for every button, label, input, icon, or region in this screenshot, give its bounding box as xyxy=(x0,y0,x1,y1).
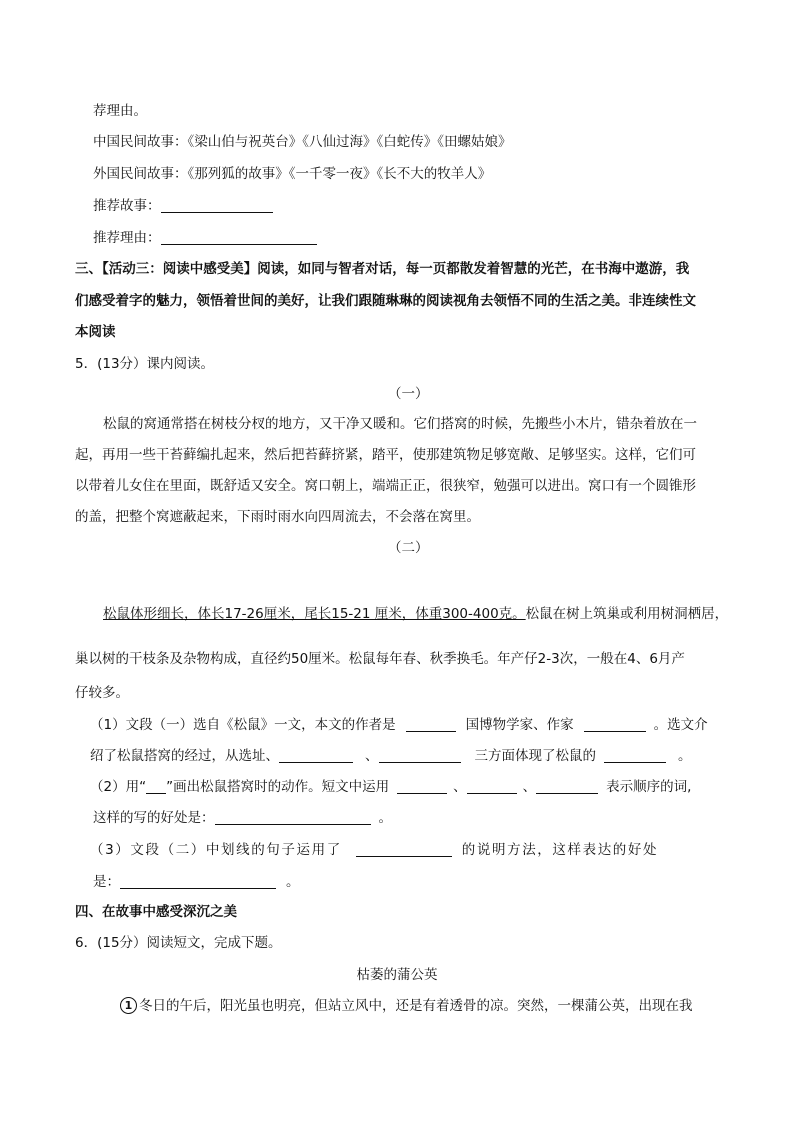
section3-line2: 们感受着字的魅力，领悟着世间的美好，让我们跟随琳琳的阅读视角去领悟不同的生活之美。非连续性文 xyxy=(75,293,696,309)
q5-sub3-row2 xyxy=(93,872,300,892)
q5-header: 5．(13分）课内阅读。 xyxy=(75,356,215,372)
sub1-text-e: 、 xyxy=(365,748,379,764)
underline-mark-blank[interactable] xyxy=(146,779,166,794)
section4-heading: 四、在故事中感受深沉之美 xyxy=(75,904,237,920)
sub1-text-b: 国博物学家、作家 xyxy=(465,717,574,733)
q6-header: 6．(15分）阅读短文，完成下题。 xyxy=(75,935,282,951)
q5-part2-line3: 仔较多。 xyxy=(75,685,129,701)
sub1-text-d: 绍了松鼠搭窝的经过，从选址、 xyxy=(90,748,279,764)
sub2-text-a: （2）用“ xyxy=(90,779,147,795)
author-blank[interactable] xyxy=(406,717,456,732)
order-word-blank-1[interactable] xyxy=(397,779,447,794)
section3-line3: 本阅读 xyxy=(75,324,116,340)
part2-rest: 松鼠在树上筑巢或利用树洞栖居， xyxy=(525,606,729,622)
q5-part2-title: （二） xyxy=(388,540,429,556)
aspect-blank-2[interactable] xyxy=(379,748,461,763)
foreign-folk-stories: 外国民间故事：《那列狐的故事》《一千零一夜》《长不大的牧羊人》 xyxy=(93,166,492,182)
q6-para1-text: 冬日的午后，阳光虽也明亮，但站立风中，还是有着透骨的凉。突然，一棵蒲公英，出现在我 xyxy=(139,998,693,1014)
sub2-text-e: 表示顺序的词, xyxy=(606,779,692,795)
sub2-text-g: 。 xyxy=(378,810,392,826)
recommend-story-row xyxy=(93,196,273,216)
order-word-blank-3[interactable] xyxy=(536,779,598,794)
order-word-blank-2[interactable] xyxy=(467,779,517,794)
method-blank[interactable] xyxy=(356,842,452,857)
q5-part1-line: 以带着儿女住在里面，既舒适又安全。窝口朝上，端端正正，很狭窄，勉强可以进出。窝口有一个圆锥形 xyxy=(75,478,696,494)
sub1-text-f: 三方面体现了松鼠的 xyxy=(474,748,596,764)
q5-part1-title: （一） xyxy=(388,386,429,402)
sub2-text-c: 、 xyxy=(453,779,467,795)
q5-part1-line: 的盖，把整个窝遮蔽起来，下雨时雨水向四周流去，不会落在窝里。 xyxy=(75,509,480,525)
q6-para1 xyxy=(120,996,693,1016)
q5-sub2-row2 xyxy=(93,808,392,828)
q5-part2-line2: 巢以树的干枝条及杂物构成，直径约50厘米。松鼠每年春、秋季换毛。年产仔2-3次，一般在4、6月产 xyxy=(75,651,685,667)
effect-blank[interactable] xyxy=(120,874,276,889)
circled-number-1: 1 xyxy=(120,997,137,1014)
q5-part1-line: 松鼠的窝通常搭在树枝分杈的地方，又干净又暖和。它们搭窝的时候，先搬些小木片，错杂着放在一 xyxy=(103,416,697,432)
q5-sub1-row2 xyxy=(90,746,692,766)
aspect-blank-1[interactable] xyxy=(279,748,353,763)
q5-sub1-row1 xyxy=(90,715,708,735)
recommend-reason-blank[interactable] xyxy=(161,230,317,245)
sub2-text-b: ”画出松鼠搭窝时的动作。短文中运用 xyxy=(166,779,390,795)
q5-part1-line: 起，再用一些干苔藓编扎起来，然后把苔藓挤紧，踏平，使那建筑物足够宽敞、足够坚实。这样，它们可 xyxy=(75,447,696,463)
sub2-text-d: 、 xyxy=(522,779,537,795)
q5-sub2-row1 xyxy=(90,777,691,797)
section3-line1: 三、【活动三：阅读中感受美】阅读，如同与智者对话，每一页都散发着智慧的光芒，在书海中遨游，我 xyxy=(75,261,690,277)
sub1-text-g: 。 xyxy=(678,748,692,764)
q5-sub3-row1 xyxy=(90,840,658,860)
underlined-sentence: 松鼠体形细长，体长17-26厘米，尾长15-21 厘米，体重300-400克。 xyxy=(103,606,526,622)
sub2-text-f: 这样的写的好处是： xyxy=(93,810,215,826)
sub1-text-a: （1）文段（一）选自《松鼠》一文，本文的作者是 xyxy=(90,717,396,733)
sub1-text-c: 。选文介 xyxy=(653,717,708,733)
benefit-blank[interactable] xyxy=(215,810,371,825)
recommend-story-label: 推荐故事： xyxy=(93,198,161,214)
author-name-blank[interactable] xyxy=(584,717,646,732)
q5-part2-line1 xyxy=(103,604,728,624)
recommend-reason-tail: 荐理由。 xyxy=(93,103,147,119)
recommend-reason-label: 推荐理由： xyxy=(93,230,161,246)
recommend-story-blank[interactable] xyxy=(161,198,273,213)
chinese-folk-stories: 中国民间故事：《梁山伯与祝英台》《八仙过海》《白蛇传》《田螺姑娘》 xyxy=(93,134,512,150)
recommend-reason-row xyxy=(93,228,317,248)
sub3-text-b: 的说明方法，这样表达的好处 xyxy=(461,842,659,858)
trait-blank[interactable] xyxy=(604,748,666,763)
sub3-text-a: （3）文段（二）中划线的句子运用了 xyxy=(90,842,342,858)
q6-title: 枯萎的蒲公英 xyxy=(356,967,438,983)
sub3-text-c: 是： xyxy=(93,874,120,890)
sub3-text-d: 。 xyxy=(286,874,300,890)
